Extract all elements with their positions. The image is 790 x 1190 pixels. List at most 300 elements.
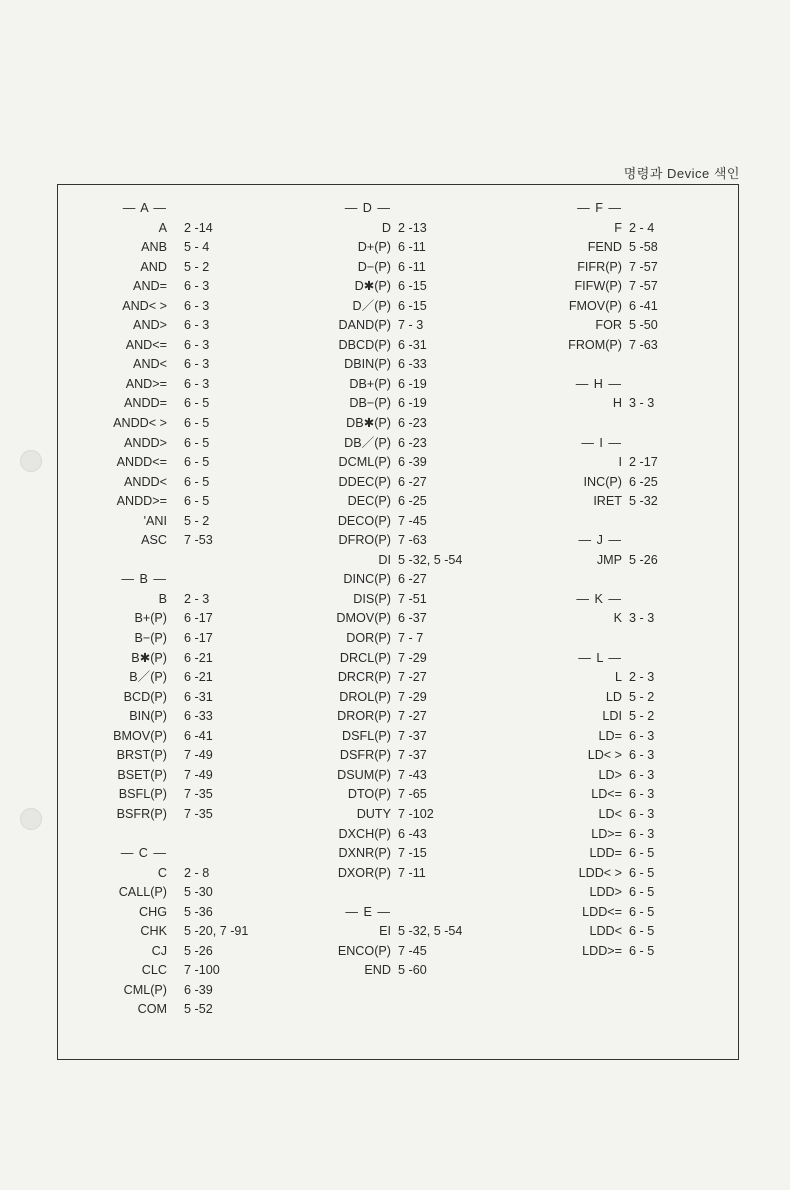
index-entry: [258, 688, 518, 708]
index-entry: [258, 453, 518, 473]
page-reference: 6 - 3: [629, 767, 655, 782]
index-entry: [518, 825, 740, 845]
page-reference: 6 -27: [398, 572, 427, 587]
instruction-name: B: [158, 591, 167, 606]
instruction-name: D−(P): [357, 259, 391, 274]
instruction-name: CHG: [139, 904, 167, 919]
instruction-name: AND=: [133, 279, 167, 294]
index-entry: [258, 375, 518, 395]
instruction-name: B+(P): [134, 611, 167, 626]
page-reference: 7 -45: [398, 513, 427, 528]
page-reference: 6 -17: [184, 631, 213, 646]
page-reference: 5 -32, 5 -54: [398, 552, 463, 567]
page-reference: 3 - 3: [629, 396, 655, 411]
page-reference: 5 -26: [184, 943, 213, 958]
index-entry: [518, 316, 740, 336]
index-entry: [258, 551, 518, 571]
instruction-name: FEND: [587, 240, 622, 255]
instruction-name: DXCH(P): [338, 826, 391, 841]
instruction-name: DB／(P): [344, 435, 391, 450]
instruction-name: DECO(P): [337, 513, 391, 528]
page-reference: 6 -37: [398, 611, 427, 626]
index-entry: [258, 844, 518, 864]
page-reference: 6 -19: [398, 376, 427, 391]
instruction-name: CJ: [151, 943, 167, 958]
index-entry: [518, 746, 740, 766]
instruction-name: DB−(P): [349, 396, 391, 411]
index-entry: [258, 531, 518, 551]
page-reference: 7 -27: [398, 670, 427, 685]
section-letter: ― J ―: [578, 533, 622, 548]
page-reference: 6 - 5: [629, 943, 655, 958]
instruction-name: DEC(P): [347, 494, 391, 509]
index-entry: [258, 922, 518, 942]
page-reference: 5 -32: [629, 494, 658, 509]
page-reference: 7 -35: [184, 787, 213, 802]
page-reference: 2 - 3: [629, 670, 655, 685]
instruction-name: FIFR(P): [577, 259, 622, 274]
section-letter: ― A ―: [122, 201, 167, 215]
instruction-name: LDD>: [589, 885, 622, 900]
instruction-name: L: [614, 670, 622, 685]
page-reference: 5 -32, 5 -54: [398, 924, 463, 939]
instruction-name: DTO(P): [347, 787, 391, 802]
page-reference: 6 -39: [398, 455, 427, 470]
page-reference: 6 -11: [398, 259, 426, 274]
page-reference: 6 - 5: [629, 924, 655, 939]
index-entry: [258, 570, 518, 590]
section-heading: [518, 531, 740, 551]
instruction-name: DXNR(P): [338, 846, 391, 861]
page-reference: 7 -51: [398, 591, 427, 606]
instruction-name: DUTY: [356, 806, 391, 821]
index-frame: [57, 184, 739, 1060]
instruction-name: CML(P): [123, 982, 167, 997]
section-letter: ― B ―: [121, 572, 167, 587]
index-column-2: [258, 199, 518, 981]
index-entry: [518, 707, 740, 727]
instruction-name: BSFL(P): [118, 787, 167, 802]
instruction-name: DSFL(P): [342, 728, 391, 743]
instruction-name: LD<: [598, 806, 622, 821]
page-reference: 6 -17: [184, 611, 213, 626]
instruction-name: H: [612, 396, 622, 411]
instruction-name: BRST(P): [116, 748, 167, 763]
instruction-name: DI: [378, 552, 391, 567]
index-entry: [518, 258, 740, 278]
page-header: 명령과 Device 색인: [623, 166, 740, 181]
page-reference: 2 - 8: [184, 865, 210, 880]
index-entry: [258, 414, 518, 434]
index-entry: [258, 825, 518, 845]
page-reference: 7 -35: [184, 806, 213, 821]
page-reference: 5 -52: [184, 1002, 213, 1017]
instruction-name: AND: [140, 259, 167, 274]
page-reference: 7 -43: [398, 767, 427, 782]
page-reference: 2 - 4: [629, 220, 655, 235]
page-reference: 6 -41: [629, 298, 658, 313]
page-reference: 5 - 2: [184, 259, 210, 274]
page-reference: 6 - 5: [184, 494, 210, 509]
instruction-name: DROR(P): [337, 709, 391, 724]
page-reference: 5 -26: [629, 552, 658, 567]
page-reference: 7 - 7: [398, 631, 424, 646]
instruction-name: ANDD=: [123, 396, 167, 411]
index-entry: [258, 629, 518, 649]
instruction-name: A: [158, 220, 167, 235]
index-entry: [258, 707, 518, 727]
instruction-name: D+(P): [357, 240, 391, 255]
instruction-name: DBCD(P): [338, 337, 391, 352]
index-entry: [518, 512, 740, 532]
instruction-name: DROL(P): [339, 689, 391, 704]
index-entry: [518, 766, 740, 786]
index-entry: [518, 883, 740, 903]
page-reference: 6 -33: [398, 357, 427, 372]
page-reference: 7 -63: [398, 533, 427, 548]
instruction-name: BMOV(P): [113, 728, 167, 743]
instruction-name: LD<=: [591, 787, 622, 802]
instruction-name: LDD<=: [582, 904, 622, 919]
section-letter: ― K ―: [576, 591, 622, 606]
page-reference: 7 -63: [629, 337, 658, 352]
instruction-name: LD: [605, 689, 622, 704]
instruction-name: CLC: [141, 963, 167, 978]
section-heading: [258, 903, 518, 923]
instruction-name: LDD=: [589, 846, 622, 861]
instruction-name: B／(P): [129, 670, 167, 685]
instruction-name: D✱(P): [354, 279, 391, 294]
punch-hole: [20, 450, 42, 472]
page-reference: 6 -27: [398, 474, 427, 489]
index-entry: [258, 766, 518, 786]
section-heading: [518, 590, 740, 610]
index-entry: [518, 453, 740, 473]
section-letter: ― F ―: [577, 201, 622, 215]
instruction-name: LD>=: [591, 826, 622, 841]
page-reference: 6 -11: [398, 240, 426, 255]
instruction-name: ANDD>: [123, 435, 167, 450]
index-entry: [518, 551, 740, 571]
page-reference: 6 - 5: [629, 846, 655, 861]
page-reference: 7 -45: [398, 943, 427, 958]
page-reference: 6 -15: [398, 298, 427, 313]
instruction-name: DAND(P): [338, 318, 391, 333]
index-entry: [518, 785, 740, 805]
index-entry: [258, 512, 518, 532]
page-reference: 5 - 4: [184, 240, 210, 255]
instruction-name: DCML(P): [338, 455, 391, 470]
instruction-name: CALL(P): [118, 885, 167, 900]
page-reference: 7 -57: [629, 279, 658, 294]
section-letter: ― E ―: [345, 904, 391, 919]
page-reference: 6 -41: [184, 728, 213, 743]
page-reference: 6 -43: [398, 826, 427, 841]
index-entry: [518, 668, 740, 688]
page-reference: 6 - 3: [184, 279, 210, 294]
index-entry: [518, 922, 740, 942]
instruction-name: F: [614, 220, 622, 235]
instruction-name: ANDD< >: [113, 416, 167, 431]
page-reference: 5 -36: [184, 904, 213, 919]
index-entry: [258, 336, 518, 356]
page-reference: 3 - 3: [629, 611, 655, 626]
page-reference: 7 -100: [184, 963, 220, 978]
instruction-name: D: [381, 220, 391, 235]
page-reference: 7 -49: [184, 767, 213, 782]
section-letter: ― L ―: [578, 650, 622, 665]
index-entry: [518, 238, 740, 258]
page-reference: 7 -65: [398, 787, 427, 802]
index-entry: [518, 473, 740, 493]
index-entry: [258, 727, 518, 747]
instruction-name: BSFR(P): [116, 806, 167, 821]
instruction-name: LDD< >: [578, 865, 622, 880]
instruction-name: DB✱(P): [346, 416, 391, 431]
page-reference: 6 -23: [398, 416, 427, 431]
instruction-name: LDI: [602, 709, 622, 724]
page-reference: 5 -20, 7 -91: [184, 924, 249, 939]
page-reference: 6 - 5: [629, 904, 655, 919]
page-reference: 6 -25: [398, 494, 427, 509]
instruction-name: AND>=: [125, 376, 167, 391]
page-reference: 7 -27: [398, 709, 427, 724]
page-reference: 2 -13: [398, 220, 427, 235]
section-letter: ― C ―: [120, 846, 167, 861]
instruction-name: I: [618, 455, 622, 470]
index-entry: [258, 805, 518, 825]
instruction-name: DSFR(P): [339, 748, 391, 763]
instruction-name: IRET: [593, 494, 622, 509]
instruction-name: B✱(P): [131, 650, 167, 665]
punch-hole: [20, 808, 42, 830]
page-reference: 5 - 2: [629, 689, 655, 704]
page-reference: 6 - 3: [184, 298, 210, 313]
instruction-name: 'ANI: [143, 513, 167, 528]
instruction-name: LD=: [598, 728, 622, 743]
page-reference: 7 -37: [398, 748, 427, 763]
index-entry: [258, 297, 518, 317]
instruction-name: DB+(P): [349, 376, 391, 391]
index-entry: [518, 903, 740, 923]
index-entry: [258, 942, 518, 962]
instruction-name: ANB: [141, 240, 167, 255]
index-column-3: [518, 199, 740, 961]
page-reference: 5 -50: [629, 318, 658, 333]
page-reference: 6 -15: [398, 279, 427, 294]
page-reference: 6 -23: [398, 435, 427, 450]
instruction-name: DRCL(P): [339, 650, 391, 665]
page-reference: 6 -25: [629, 474, 658, 489]
page-reference: 6 -21: [184, 650, 213, 665]
section-letter: ― H ―: [575, 376, 622, 391]
page-reference: 7 -53: [184, 533, 213, 548]
page-reference: 7 -11: [398, 865, 426, 880]
index-entry: [258, 219, 518, 239]
page-reference: 7 -37: [398, 728, 427, 743]
page-reference: 6 - 5: [629, 865, 655, 880]
page-reference: 6 - 3: [184, 337, 210, 352]
section-heading: [518, 649, 740, 669]
instruction-name: JMP: [596, 552, 622, 567]
index-entry: [258, 394, 518, 414]
section-letter: ― D ―: [344, 201, 391, 215]
index-entry: [518, 277, 740, 297]
index-entry: [518, 727, 740, 747]
instruction-name: END: [364, 963, 391, 978]
instruction-name: LD< >: [587, 748, 622, 763]
instruction-name: AND<=: [125, 337, 167, 352]
instruction-name: K: [613, 611, 622, 626]
index-entry: [518, 864, 740, 884]
instruction-name: INC(P): [583, 474, 622, 489]
page-reference: 7 -49: [184, 748, 213, 763]
page-reference: 7 -29: [398, 650, 427, 665]
page-reference: 6 -33: [184, 709, 213, 724]
instruction-name: AND<: [133, 357, 167, 372]
page-reference: 2 -14: [184, 220, 213, 235]
index-entry: [258, 492, 518, 512]
section-heading: [518, 375, 740, 395]
instruction-name: DBIN(P): [344, 357, 391, 372]
instruction-name: BIN(P): [129, 709, 167, 724]
page-reference: 6 - 5: [184, 396, 210, 411]
page-reference: 6 - 3: [184, 376, 210, 391]
page-reference: 5 -30: [184, 885, 213, 900]
index-entry: [518, 629, 740, 649]
index-entry: [258, 238, 518, 258]
index-entry: [258, 590, 518, 610]
instruction-name: DSUM(P): [337, 767, 391, 782]
instruction-name: COM: [137, 1002, 167, 1017]
instruction-name: BSET(P): [117, 767, 167, 782]
instruction-name: ANDD<=: [116, 455, 167, 470]
page-reference: 7 -15: [398, 846, 427, 861]
instruction-name: ANDD>=: [116, 494, 167, 509]
instruction-name: FMOV(P): [568, 298, 622, 313]
page-reference: 6 - 5: [184, 455, 210, 470]
index-entry: [58, 1000, 298, 1020]
index-entry: [518, 570, 740, 590]
page-reference: 6 - 5: [629, 885, 655, 900]
page-reference: 6 - 3: [629, 787, 655, 802]
page-reference: 6 -21: [184, 670, 213, 685]
page-reference: 7 -29: [398, 689, 427, 704]
instruction-name: B−(P): [134, 631, 167, 646]
instruction-name: CHK: [140, 924, 167, 939]
index-entry: [258, 258, 518, 278]
page-reference: 6 -19: [398, 396, 427, 411]
instruction-name: FIFW(P): [574, 279, 622, 294]
page-reference: 6 - 3: [184, 357, 210, 372]
section-heading: [518, 199, 740, 219]
index-entry: [518, 609, 740, 629]
page-reference: 6 - 3: [184, 318, 210, 333]
index-entry: [258, 277, 518, 297]
instruction-name: LDD<: [589, 924, 622, 939]
index-entry: [258, 961, 518, 981]
instruction-name: D／(P): [352, 298, 391, 313]
index-entry: [518, 414, 740, 434]
index-entry: [258, 883, 518, 903]
index-entry: [518, 336, 740, 356]
instruction-name: AND>: [133, 318, 167, 333]
page-reference: 5 -58: [629, 240, 658, 255]
instruction-name: DXOR(P): [337, 865, 391, 880]
instruction-name: DRCR(P): [337, 670, 391, 685]
page-reference: 6 - 5: [184, 474, 210, 489]
page-reference: 6 - 3: [629, 748, 655, 763]
index-entry: [518, 492, 740, 512]
instruction-name: FOR: [595, 318, 622, 333]
index-entry: [258, 864, 518, 884]
page-reference: 7 -57: [629, 259, 658, 274]
index-entry: [518, 942, 740, 962]
instruction-name: DIS(P): [353, 591, 391, 606]
page-reference: 6 - 3: [629, 826, 655, 841]
page-reference: 6 - 5: [184, 416, 210, 431]
index-entry: [518, 219, 740, 239]
index-entry: [258, 609, 518, 629]
instruction-name: EI: [379, 924, 391, 939]
index-entry: [258, 746, 518, 766]
instruction-name: DFRO(P): [338, 533, 391, 548]
page-reference: 6 - 3: [629, 728, 655, 743]
instruction-name: AND< >: [122, 298, 167, 313]
page-reference: 7 -102: [398, 806, 434, 821]
instruction-name: LDD>=: [582, 943, 622, 958]
instruction-name: DINC(P): [343, 572, 391, 587]
page-reference: 6 - 5: [184, 435, 210, 450]
instruction-name: FROM(P): [568, 337, 622, 352]
instruction-name: DDEC(P): [338, 474, 391, 489]
instruction-name: ANDD<: [123, 474, 167, 489]
page-reference: 6 -31: [398, 337, 427, 352]
page-reference: 5 -60: [398, 963, 427, 978]
index-entry: [518, 805, 740, 825]
section-heading: [518, 434, 740, 454]
index-entry: [518, 688, 740, 708]
section-letter: ― I ―: [581, 435, 622, 450]
page-reference: 6 -31: [184, 689, 213, 704]
index-entry: [258, 434, 518, 454]
page-reference: 5 - 2: [629, 709, 655, 724]
index-entry: [58, 981, 298, 1001]
page-reference: 2 - 3: [184, 591, 210, 606]
page-reference: 6 -39: [184, 982, 213, 997]
instruction-name: LD>: [598, 767, 622, 782]
index-entry: [258, 649, 518, 669]
instruction-name: BCD(P): [123, 689, 167, 704]
section-heading: [258, 199, 518, 219]
index-entry: [518, 844, 740, 864]
index-entry: [258, 355, 518, 375]
instruction-name: DMOV(P): [336, 611, 391, 626]
instruction-name: C: [157, 865, 167, 880]
index-entry: [258, 316, 518, 336]
index-entry: [518, 355, 740, 375]
instruction-name: ASC: [141, 533, 167, 548]
page-reference: 7 - 3: [398, 318, 424, 333]
index-entry: [258, 473, 518, 493]
page-reference: 5 - 2: [184, 513, 210, 528]
instruction-name: ENCO(P): [337, 943, 391, 958]
page-reference: 2 -17: [629, 455, 658, 470]
index-entry: [258, 785, 518, 805]
index-entry: [518, 297, 740, 317]
index-entry: [258, 668, 518, 688]
index-entry: [518, 394, 740, 414]
